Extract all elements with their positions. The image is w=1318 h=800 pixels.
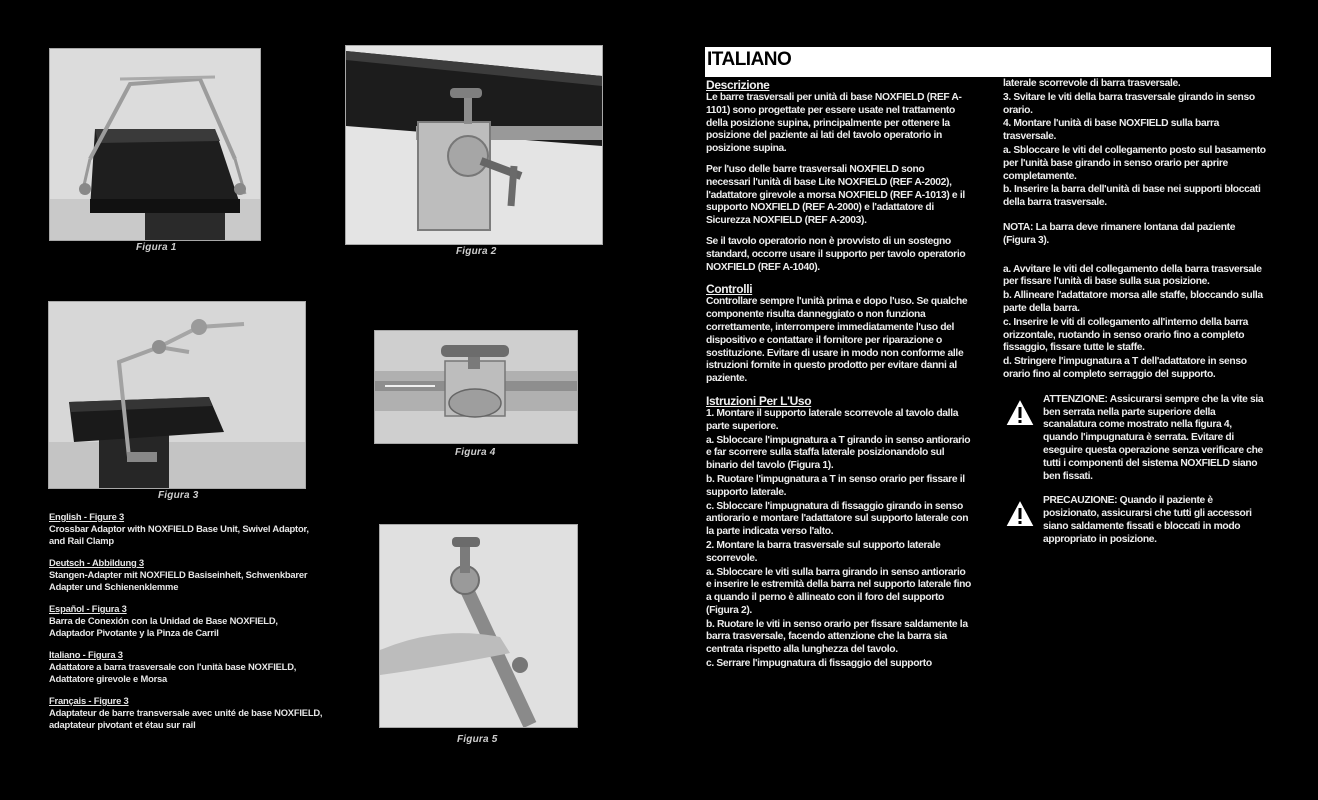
caption-french [49,695,324,731]
istruzioni-step: 4. Montare l'unità di base NOXFIELD sulla barra trasversale. [1003,118,1220,143]
figure-3-photo [48,301,306,489]
istruzioni-step: b. Ruotare le viti in senso orario per fissare saldamente la barra trasversale, facendo attenzione che la barra sia centrata rispetto alla lunghezza del tavolo. [706,618,968,656]
figure-2-photo [345,45,603,245]
caption-text: Stangen-Adapter mit NOXFIELD Basiseinheit, Schwenkbarer Adapter und Schienenklemme [49,569,308,592]
column-left [706,78,971,672]
istruzioni-step: a. Sbloccare l'impugnatura a T girando in senso antiorario e far scorrere sulla staffa laterale posizionandolo sul binario del tavolo (Figura 1). [706,434,971,472]
caption-text: Adattatore a barra trasversale con l'unità base NOXFIELD, Adattatore girevole e Morsa [49,661,297,684]
caption-italian [49,649,324,685]
istruzioni-step: b. Inserire la barra dell'unità di base nei supporti bloccati della barra trasversale. [1003,184,1261,209]
caption-text: Adaptateur de barre transversale avec unité de base NOXFIELD, adaptateur pivotant et étau sur rail [49,707,323,730]
figure-1-photo [49,48,261,241]
warning-precauzione [1003,495,1268,546]
istruzioni-step: 3. Svitare le viti della barra trasversale girando in senso orario. [1003,91,1255,116]
istruzioni-step: a. Sbloccare le viti sulla barra girando in senso antiorario e inserire le estremità della barra nel supporto laterale fino a quando il perno è allineato con il foro del supporto (Figura 2). [706,566,971,616]
warning-triangle-icon [1003,396,1037,428]
istruzioni-step: b. Ruotare l'impugnatura a T in senso orario per fissare il supporto laterale. [706,473,965,498]
column-right [1003,78,1268,559]
caption-title: English - Figure 3 [49,511,125,522]
caption-text: Crossbar Adaptor with NOXFIELD Base Unit, Swivel Adaptor, and Rail Clamp [49,523,309,546]
warning-triangle-icon [1003,497,1037,529]
istruzioni-step: 2. Montare la barra trasversale sul supporto laterale scorrevole. [706,539,941,564]
istruzioni-step: laterale scorrevole di barra trasversale. [1003,78,1181,89]
caption-english [49,511,324,547]
istruzioni-step: c. Inserire le viti di collegamento all'interno della barra orizzontale, ruotando in senso orario fino a completo fissaggio, fissare tutte le staffe. [1003,316,1249,354]
figure-3-caption: Figura 3 [158,490,199,501]
caption-title: Français - Figure 3 [49,695,129,706]
istruzioni-step: c. Serrare l'impugnatura di fissaggio del supporto [706,658,932,670]
descrizione-heading: Descrizione [706,78,770,92]
descrizione-paragraph-1: Le barre trasversali per unità di base NOXFIELD (REF A-1101) sono progettate per essere usate nel trattamento della posizione supina, principalmente per ottenere la posizione del paziente ai lati del tavolo operatorio in posizione supina. [706,92,962,155]
istruzioni-step: a. Sbloccare le viti del collegamento posto sul basamento per l'unità base girando in senso orario per aprire completamente. [1003,144,1266,182]
caption-german [49,557,324,593]
warning-precauzione-text: PRECAUZIONE: Quando il paziente è posizionato, assicurarsi che tutti gli accessori siano saldamente fissati e bloccati in modo appropriato in posizione. [1043,495,1252,545]
istruzioni-step: 1. Montare il supporto laterale scorrevole al tavolo dalla parte superiore. [706,407,959,432]
figure-1-caption: Figura 1 [136,242,177,253]
warning-attenzione-text: ATTENZIONE: Assicurarsi sempre che la vite sia ben serrata nella parte superiore della scanalatura come mostrato nella figura 4, quando l'impugnatura è serrata. Evitare di eseguire questa operazione senza verificare che tutti i componenti del sistema NOXFIELD siano ben fissati. [1043,393,1264,482]
istruzioni-step: b. Allineare l'adattatore morsa alle staffe, bloccando sulla parte della barra. [1003,290,1263,314]
figure-5-photo [379,524,578,728]
istruzioni-heading: Istruzioni Per L'Uso [706,393,812,408]
controlli-paragraph: Controllare sempre l'unità prima e dopo l'uso. Se qualche componente risulta danneggiato o non funziona correttamente, interrompere immediatamente l'uso del dispositivo e contattare il fornitore per riparazione o sostituzione. Evitare di usare in modo non conforme alle istruzioni fornite in questo prodotto per evitare danni al paziente. [706,296,968,385]
caption-title: Italiano - Figura 3 [49,649,123,660]
caption-title: Deutsch - Abbildung 3 [49,557,144,568]
istruzioni-step: d. Stringere l'impugnatura a T dell'adattatore in senso orario fino al completo serraggio del supporto. [1003,356,1247,380]
section-title: ITALIANO [705,47,1271,77]
figure-4-photo [374,330,578,444]
descrizione-paragraph-2: Per l'uso delle barre trasversali NOXFIELD sono necessari l'unità di base Lite NOXFIELD (REF A-2002), l'adattatore girevole a morsa NOXFIELD (REF A-1013) e il supporto NOXFIELD (REF A-2000) e l'adattatore di Sicurezza NOXFIELD (REF A-2003). [706,163,965,227]
figure-4-caption: Figura 4 [455,447,496,458]
istruzioni-step: a. Avvitare le viti del collegamento della barra trasversale per fissare l'unità di base sulla sua posizione. [1003,263,1262,288]
controlli-heading: Controlli [706,282,753,297]
caption-text: Barra de Conexión con la Unidad de Base NOXFIELD, Adaptador Pivotante y la Pinza de Carril [49,615,278,638]
caption-title: Español - Figura 3 [49,603,127,614]
figure-5-caption: Figura 5 [457,734,498,745]
nota-text: NOTA: La barra deve rimanere lontana dal paziente (Figura 3). [1003,221,1236,246]
multilingual-captions [49,511,324,741]
descrizione-paragraph-3: Se il tavolo operatorio non è provvisto di un sostegno standard, occorre usare il supporto per tavolo operatorio NOXFIELD (REF A-1040). [706,235,966,273]
warning-attenzione [1003,394,1268,484]
istruzioni-step: c. Sbloccare l'impugnatura di fissaggio girando in senso antiorario e montare l'adattatore sul supporto laterale con la parte indicata verso l'alto. [706,500,969,538]
figure-2-caption: Figura 2 [456,246,497,257]
caption-spanish [49,603,324,639]
